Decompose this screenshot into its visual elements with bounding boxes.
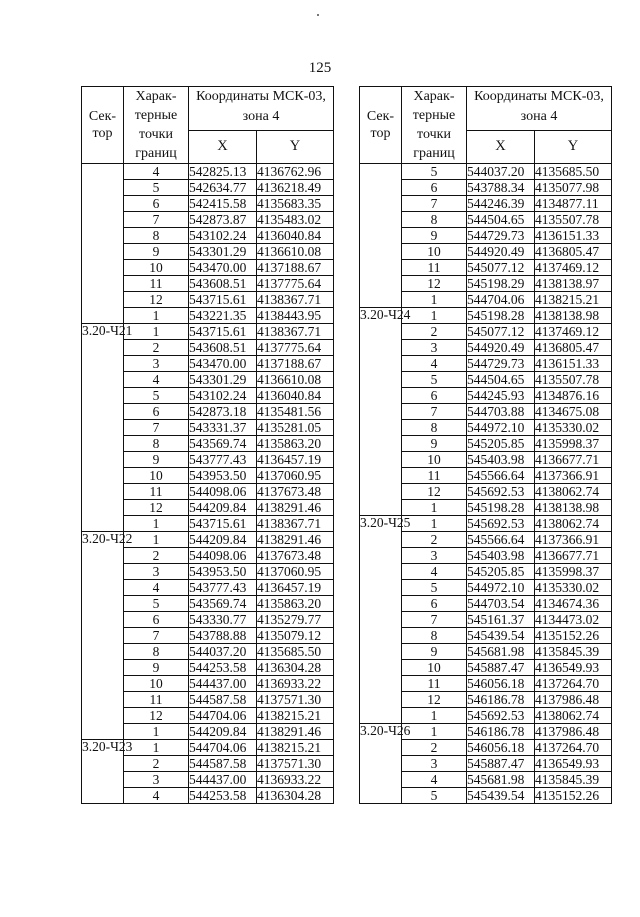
y-coordinate-cell: 4137775.64: [257, 276, 334, 292]
x-coordinate-cell: 544245.93: [467, 388, 535, 404]
x-coordinate-cell: 545198.28: [467, 308, 535, 324]
x-coordinate-cell: 545566.64: [467, 468, 535, 484]
point-number-cell: 1: [402, 708, 467, 724]
x-coordinate-cell: 545205.85: [467, 436, 535, 452]
x-coordinate-cell: 542873.18: [189, 404, 257, 420]
point-number-cell: 1: [402, 500, 467, 516]
point-number-cell: 11: [402, 260, 467, 276]
header-x: X: [189, 130, 257, 163]
x-coordinate-cell: 542634.77: [189, 180, 257, 196]
point-number-cell: 2: [124, 340, 189, 356]
x-coordinate-cell: 543608.51: [189, 276, 257, 292]
y-coordinate-cell: 4135845.39: [535, 644, 612, 660]
table-row: [82, 532, 334, 548]
y-coordinate-cell: 4136610.08: [257, 372, 334, 388]
y-coordinate-cell: 4137673.48: [257, 484, 334, 500]
x-coordinate-cell: 544729.73: [467, 228, 535, 244]
y-coordinate-cell: 4136304.28: [257, 788, 334, 804]
x-coordinate-cell: 546186.78: [467, 724, 535, 740]
x-coordinate-cell: 545077.12: [467, 324, 535, 340]
table-row: [360, 164, 612, 180]
y-coordinate-cell: 4134674.36: [535, 596, 612, 612]
y-coordinate-cell: 4136933.22: [257, 676, 334, 692]
x-coordinate-cell: 543953.50: [189, 468, 257, 484]
point-number-cell: 8: [124, 644, 189, 660]
x-coordinate-cell: 543102.24: [189, 228, 257, 244]
x-coordinate-cell: 544920.49: [467, 244, 535, 260]
y-coordinate-cell: 4135079.12: [257, 628, 334, 644]
point-number-cell: 5: [124, 180, 189, 196]
point-number-cell: 4: [124, 580, 189, 596]
y-coordinate-cell: 4137060.95: [257, 468, 334, 484]
point-number-cell: 1: [124, 740, 189, 756]
point-number-cell: 5: [124, 388, 189, 404]
table-row: [360, 516, 612, 532]
x-coordinate-cell: 544437.00: [189, 772, 257, 788]
x-coordinate-cell: 544703.54: [467, 596, 535, 612]
table-row: [360, 308, 612, 324]
x-coordinate-cell: 543301.29: [189, 244, 257, 260]
header-y: Y: [535, 130, 612, 163]
y-coordinate-cell: 4135330.02: [535, 580, 612, 596]
table-row: [360, 724, 612, 740]
coordinates-table-right: [359, 86, 612, 804]
y-coordinate-cell: 4135330.02: [535, 420, 612, 436]
point-number-cell: 4: [124, 164, 189, 180]
point-number-cell: 11: [124, 484, 189, 500]
x-coordinate-cell: 544437.00: [189, 676, 257, 692]
x-coordinate-cell: 545887.47: [467, 660, 535, 676]
y-coordinate-cell: 4135507.78: [535, 372, 612, 388]
point-number-cell: 10: [124, 260, 189, 276]
point-number-cell: 1: [124, 532, 189, 548]
y-coordinate-cell: 4138138.98: [535, 308, 612, 324]
point-number-cell: 8: [402, 628, 467, 644]
y-coordinate-cell: 4136040.84: [257, 388, 334, 404]
x-coordinate-cell: 543470.00: [189, 356, 257, 372]
point-number-cell: 4: [402, 356, 467, 372]
y-coordinate-cell: 4138062.74: [535, 708, 612, 724]
point-number-cell: 12: [124, 292, 189, 308]
y-coordinate-cell: 4135998.37: [535, 564, 612, 580]
point-number-cell: 6: [402, 596, 467, 612]
point-number-cell: 7: [124, 420, 189, 436]
y-coordinate-cell: 4134675.08: [535, 404, 612, 420]
point-number-cell: 2: [402, 740, 467, 756]
point-number-cell: 4: [124, 788, 189, 804]
x-coordinate-cell: 543777.43: [189, 452, 257, 468]
x-coordinate-cell: 545681.98: [467, 772, 535, 788]
y-coordinate-cell: 4137188.67: [257, 260, 334, 276]
y-coordinate-cell: 4138367.71: [257, 324, 334, 340]
point-number-cell: 2: [402, 324, 467, 340]
point-number-cell: 12: [402, 276, 467, 292]
point-number-cell: 8: [124, 436, 189, 452]
point-number-cell: 10: [124, 468, 189, 484]
x-coordinate-cell: 544098.06: [189, 484, 257, 500]
sector-cell: 3.20-Ч21: [82, 324, 124, 532]
x-coordinate-cell: 545887.47: [467, 756, 535, 772]
point-number-cell: 9: [124, 660, 189, 676]
y-coordinate-cell: 4134473.02: [535, 612, 612, 628]
point-number-cell: 12: [402, 484, 467, 500]
y-coordinate-cell: 4137188.67: [257, 356, 334, 372]
point-number-cell: 9: [124, 452, 189, 468]
x-coordinate-cell: 542873.87: [189, 212, 257, 228]
point-number-cell: 9: [124, 244, 189, 260]
point-number-cell: 11: [124, 692, 189, 708]
y-coordinate-cell: 4135998.37: [535, 436, 612, 452]
point-number-cell: 7: [124, 212, 189, 228]
x-coordinate-cell: 544504.65: [467, 372, 535, 388]
y-coordinate-cell: 4136677.71: [535, 452, 612, 468]
y-coordinate-cell: 4138291.46: [257, 532, 334, 548]
point-number-cell: 9: [402, 436, 467, 452]
y-coordinate-cell: 4136151.33: [535, 356, 612, 372]
y-coordinate-cell: 4137775.64: [257, 340, 334, 356]
table-row: [82, 324, 334, 340]
y-coordinate-cell: 4138367.71: [257, 292, 334, 308]
x-coordinate-cell: 543221.35: [189, 308, 257, 324]
point-number-cell: 8: [124, 228, 189, 244]
point-number-cell: 2: [124, 548, 189, 564]
y-coordinate-cell: 4135507.78: [535, 212, 612, 228]
y-coordinate-cell: 4137673.48: [257, 548, 334, 564]
point-number-cell: 7: [402, 612, 467, 628]
y-coordinate-cell: 4135483.02: [257, 212, 334, 228]
point-number-cell: 7: [124, 628, 189, 644]
y-coordinate-cell: 4137366.91: [535, 532, 612, 548]
point-number-cell: 5: [124, 596, 189, 612]
x-coordinate-cell: 543777.43: [189, 580, 257, 596]
point-number-cell: 3: [124, 564, 189, 580]
y-coordinate-cell: 4135481.56: [257, 404, 334, 420]
y-coordinate-cell: 4136304.28: [257, 660, 334, 676]
point-number-cell: 7: [402, 196, 467, 212]
x-coordinate-cell: 544246.39: [467, 196, 535, 212]
y-coordinate-cell: 4136677.71: [535, 548, 612, 564]
y-coordinate-cell: 4137264.70: [535, 740, 612, 756]
coordinates-table-left: [81, 86, 334, 804]
point-number-cell: 6: [124, 612, 189, 628]
point-number-cell: 5: [402, 164, 467, 180]
point-number-cell: 1: [402, 308, 467, 324]
x-coordinate-cell: 544729.73: [467, 356, 535, 372]
y-coordinate-cell: 4136610.08: [257, 244, 334, 260]
x-coordinate-cell: 545403.98: [467, 548, 535, 564]
y-coordinate-cell: 4137060.95: [257, 564, 334, 580]
y-coordinate-cell: 4136040.84: [257, 228, 334, 244]
y-coordinate-cell: 4138215.21: [257, 740, 334, 756]
x-coordinate-cell: 542415.58: [189, 196, 257, 212]
point-number-cell: 3: [124, 772, 189, 788]
y-coordinate-cell: 4138215.21: [257, 708, 334, 724]
point-number-cell: 9: [402, 644, 467, 660]
y-coordinate-cell: 4138291.46: [257, 500, 334, 516]
x-coordinate-cell: 543330.77: [189, 612, 257, 628]
point-number-cell: 12: [124, 708, 189, 724]
y-coordinate-cell: 4138215.21: [535, 292, 612, 308]
point-number-cell: 6: [124, 196, 189, 212]
x-coordinate-cell: 546056.18: [467, 740, 535, 756]
y-coordinate-cell: 4136151.33: [535, 228, 612, 244]
y-coordinate-cell: 4135863.20: [257, 436, 334, 452]
x-coordinate-cell: 545198.29: [467, 276, 535, 292]
x-coordinate-cell: 544504.65: [467, 212, 535, 228]
point-number-cell: 12: [402, 692, 467, 708]
x-coordinate-cell: 544972.10: [467, 420, 535, 436]
header-coordinates: Координаты МСК-03, зона 4: [467, 87, 612, 131]
point-number-cell: 1: [124, 516, 189, 532]
point-number-cell: 3: [402, 340, 467, 356]
y-coordinate-cell: 4138291.46: [257, 724, 334, 740]
point-number-cell: 1: [124, 724, 189, 740]
y-coordinate-cell: 4135685.50: [535, 164, 612, 180]
x-coordinate-cell: 543715.61: [189, 324, 257, 340]
point-number-cell: 12: [124, 500, 189, 516]
y-coordinate-cell: 4137571.30: [257, 756, 334, 772]
y-coordinate-cell: 4138062.74: [535, 516, 612, 532]
y-coordinate-cell: 4137366.91: [535, 468, 612, 484]
point-number-cell: 1: [402, 516, 467, 532]
header-sector: Сек-тор: [360, 87, 402, 164]
x-coordinate-cell: 544972.10: [467, 580, 535, 596]
point-number-cell: 11: [402, 676, 467, 692]
point-number-cell: 3: [402, 548, 467, 564]
y-coordinate-cell: 4135845.39: [535, 772, 612, 788]
x-coordinate-cell: 544253.58: [189, 788, 257, 804]
point-number-cell: 4: [402, 772, 467, 788]
header-sector: Сек-тор: [82, 87, 124, 164]
y-coordinate-cell: 4137469.12: [535, 324, 612, 340]
sector-cell: 3.20-Ч25: [360, 516, 402, 724]
header-x: X: [467, 130, 535, 163]
x-coordinate-cell: 544703.88: [467, 404, 535, 420]
x-coordinate-cell: 544704.06: [189, 740, 257, 756]
x-coordinate-cell: 545205.85: [467, 564, 535, 580]
table-row: [82, 740, 334, 756]
point-number-cell: 2: [402, 532, 467, 548]
page-number: 125: [308, 60, 332, 76]
x-coordinate-cell: 543569.74: [189, 436, 257, 452]
y-coordinate-cell: 4135683.35: [257, 196, 334, 212]
y-coordinate-cell: 4135077.98: [535, 180, 612, 196]
x-coordinate-cell: 544920.49: [467, 340, 535, 356]
header-y: Y: [257, 130, 334, 163]
y-coordinate-cell: 4136762.96: [257, 164, 334, 180]
y-coordinate-cell: 4135152.26: [535, 788, 612, 804]
x-coordinate-cell: 544704.06: [189, 708, 257, 724]
x-coordinate-cell: 544209.84: [189, 532, 257, 548]
x-coordinate-cell: 543715.61: [189, 516, 257, 532]
point-number-cell: 2: [124, 756, 189, 772]
x-coordinate-cell: 543608.51: [189, 340, 257, 356]
y-coordinate-cell: 4136457.19: [257, 580, 334, 596]
y-coordinate-cell: 4135863.20: [257, 596, 334, 612]
x-coordinate-cell: 545403.98: [467, 452, 535, 468]
y-coordinate-cell: 4135281.05: [257, 420, 334, 436]
x-coordinate-cell: 545566.64: [467, 532, 535, 548]
x-coordinate-cell: 543470.00: [189, 260, 257, 276]
point-number-cell: 1: [402, 292, 467, 308]
point-number-cell: 8: [402, 212, 467, 228]
point-number-cell: 3: [124, 356, 189, 372]
x-coordinate-cell: 543953.50: [189, 564, 257, 580]
y-coordinate-cell: 4136457.19: [257, 452, 334, 468]
x-coordinate-cell: 542825.13: [189, 164, 257, 180]
y-coordinate-cell: 4137571.30: [257, 692, 334, 708]
y-coordinate-cell: 4135152.26: [535, 628, 612, 644]
x-coordinate-cell: 545161.37: [467, 612, 535, 628]
sector-cell: [360, 164, 402, 308]
x-coordinate-cell: 544587.58: [189, 756, 257, 772]
x-coordinate-cell: 545198.28: [467, 500, 535, 516]
x-coordinate-cell: 544253.58: [189, 660, 257, 676]
x-coordinate-cell: 545439.54: [467, 788, 535, 804]
sector-cell: 3.20-Ч22: [82, 532, 124, 740]
x-coordinate-cell: 544037.20: [467, 164, 535, 180]
y-coordinate-cell: 4136549.93: [535, 756, 612, 772]
x-coordinate-cell: 544037.20: [189, 644, 257, 660]
x-coordinate-cell: 545692.53: [467, 516, 535, 532]
x-coordinate-cell: 545681.98: [467, 644, 535, 660]
point-number-cell: 5: [402, 580, 467, 596]
y-coordinate-cell: 4137986.48: [535, 724, 612, 740]
point-number-cell: 1: [402, 724, 467, 740]
table-row: [82, 164, 334, 180]
point-number-cell: 5: [402, 372, 467, 388]
y-coordinate-cell: 4136805.47: [535, 244, 612, 260]
x-coordinate-cell: 543331.37: [189, 420, 257, 436]
y-coordinate-cell: 4136805.47: [535, 340, 612, 356]
y-coordinate-cell: 4138138.98: [535, 500, 612, 516]
y-coordinate-cell: 4138138.97: [535, 276, 612, 292]
sector-cell: [82, 164, 124, 324]
x-coordinate-cell: 543301.29: [189, 372, 257, 388]
point-number-cell: 5: [402, 788, 467, 804]
y-coordinate-cell: 4134876.16: [535, 388, 612, 404]
y-coordinate-cell: 4136933.22: [257, 772, 334, 788]
sector-cell: 3.20-Ч24: [360, 308, 402, 516]
point-number-cell: 10: [124, 676, 189, 692]
point-number-cell: 3: [402, 756, 467, 772]
y-coordinate-cell: 4137986.48: [535, 692, 612, 708]
x-coordinate-cell: 545439.54: [467, 628, 535, 644]
x-coordinate-cell: 544587.58: [189, 692, 257, 708]
sector-cell: 3.20-Ч23: [82, 740, 124, 804]
point-number-cell: 11: [402, 468, 467, 484]
point-number-cell: 8: [402, 420, 467, 436]
x-coordinate-cell: 545692.53: [467, 708, 535, 724]
y-coordinate-cell: 4136218.49: [257, 180, 334, 196]
y-coordinate-cell: 4134877.11: [535, 196, 612, 212]
y-coordinate-cell: 4135279.77: [257, 612, 334, 628]
x-coordinate-cell: 544098.06: [189, 548, 257, 564]
scan-dot: [317, 14, 319, 16]
y-coordinate-cell: 4137469.12: [535, 260, 612, 276]
x-coordinate-cell: 543788.34: [467, 180, 535, 196]
y-coordinate-cell: 4136549.93: [535, 660, 612, 676]
header-coordinates: Координаты МСК-03, зона 4: [189, 87, 334, 131]
x-coordinate-cell: 546056.18: [467, 676, 535, 692]
point-number-cell: 6: [402, 180, 467, 196]
point-number-cell: 6: [402, 388, 467, 404]
x-coordinate-cell: 544209.84: [189, 500, 257, 516]
x-coordinate-cell: 543102.24: [189, 388, 257, 404]
point-number-cell: 4: [402, 564, 467, 580]
x-coordinate-cell: 543569.74: [189, 596, 257, 612]
y-coordinate-cell: 4138062.74: [535, 484, 612, 500]
point-number-cell: 10: [402, 244, 467, 260]
x-coordinate-cell: 543788.88: [189, 628, 257, 644]
point-number-cell: 7: [402, 404, 467, 420]
y-coordinate-cell: 4135685.50: [257, 644, 334, 660]
header-characteristic-points: Харак-терные точки границ: [402, 87, 467, 164]
x-coordinate-cell: 546186.78: [467, 692, 535, 708]
x-coordinate-cell: 545692.53: [467, 484, 535, 500]
x-coordinate-cell: 544209.84: [189, 724, 257, 740]
y-coordinate-cell: 4138443.95: [257, 308, 334, 324]
x-coordinate-cell: 544704.06: [467, 292, 535, 308]
point-number-cell: 11: [124, 276, 189, 292]
y-coordinate-cell: 4138367.71: [257, 516, 334, 532]
point-number-cell: 1: [124, 324, 189, 340]
point-number-cell: 10: [402, 452, 467, 468]
point-number-cell: 10: [402, 660, 467, 676]
point-number-cell: 6: [124, 404, 189, 420]
y-coordinate-cell: 4137264.70: [535, 676, 612, 692]
point-number-cell: 9: [402, 228, 467, 244]
x-coordinate-cell: 543715.61: [189, 292, 257, 308]
point-number-cell: 1: [124, 308, 189, 324]
header-characteristic-points: Харак-терные точки границ: [124, 87, 189, 164]
x-coordinate-cell: 545077.12: [467, 260, 535, 276]
sector-cell: 3.20-Ч26: [360, 724, 402, 804]
point-number-cell: 4: [124, 372, 189, 388]
